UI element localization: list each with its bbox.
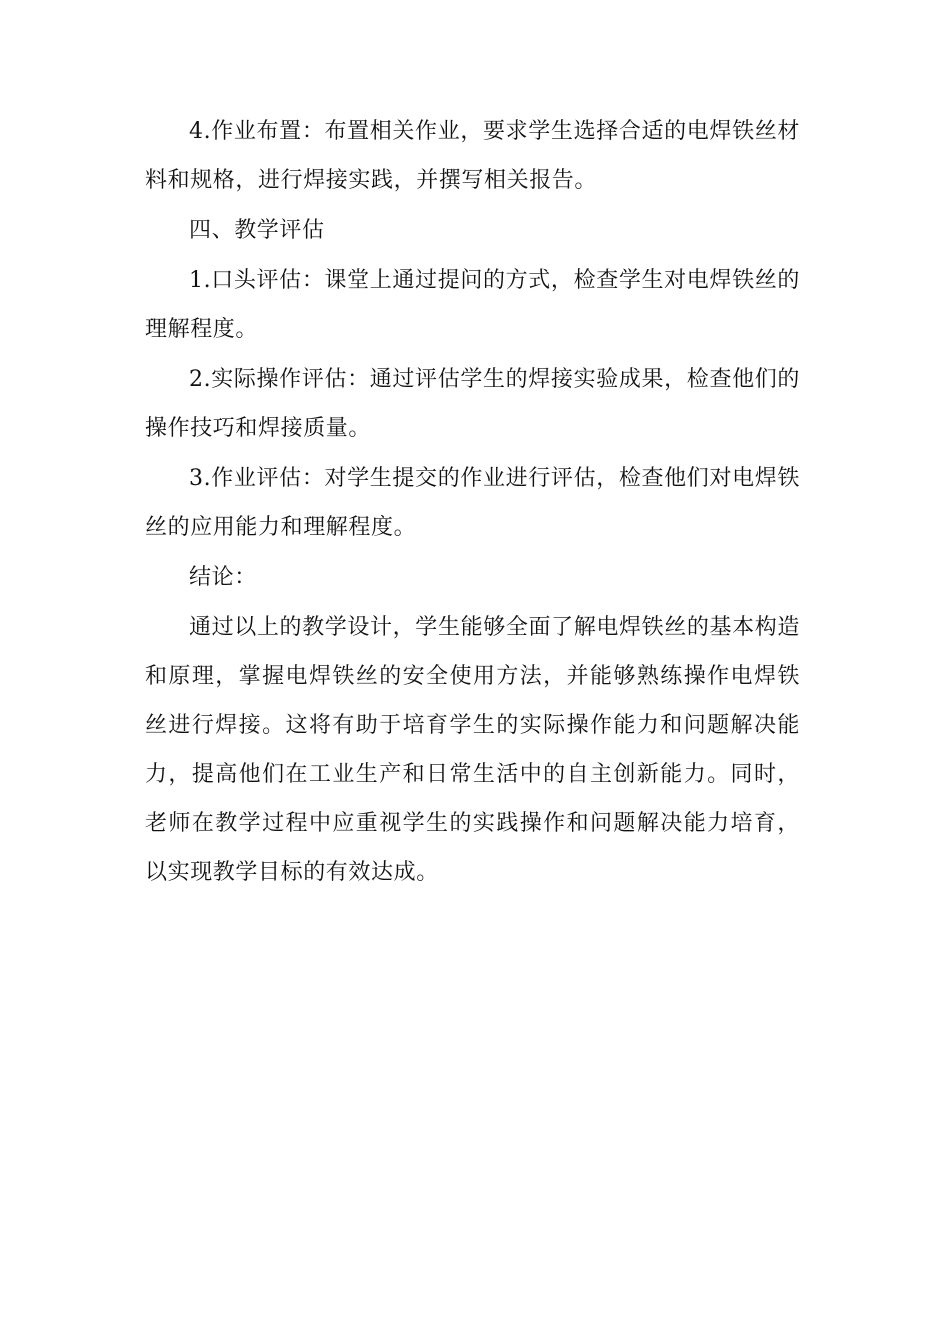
section-heading-conclusion: 结论： (189, 565, 257, 590)
paragraph-homework-evaluation: 3.作业评估：对学生提交的作业进行评估，检查他们对电焊铁丝的应用能力和理解程度。 (145, 466, 800, 540)
document-body (145, 107, 800, 898)
paragraph-homework-assignment: 4.作业布置：布置相关作业，要求学生选择合适的电焊铁丝材料和规格，进行焊接实践，并撰写相关报告。 (145, 119, 800, 193)
paragraph-practical-evaluation: 2.实际操作评估：通过评估学生的焊接实验成果，检查他们的操作技巧和焊接质量。 (145, 367, 800, 441)
section-heading-teaching-evaluation: 四、教学评估 (189, 218, 325, 243)
paragraph-oral-evaluation: 1.口头评估：课堂上通过提问的方式，检查学生对电焊铁丝的理解程度。 (145, 268, 800, 342)
paragraph-conclusion: 通过以上的教学设计，学生能够全面了解电焊铁丝的基本构造和原理，掌握电焊铁丝的安全使用方法，并能够熟练操作电焊铁丝进行焊接。这将有助于培育学生的实际操作能力和问题解决能力，提高他们在工业生产和日常生活中的自主创新能力。同时，老师在教学过程中应重视学生的实践操作和问题解决能力培育，以实现教学目标的有效达成。 (145, 615, 800, 885)
